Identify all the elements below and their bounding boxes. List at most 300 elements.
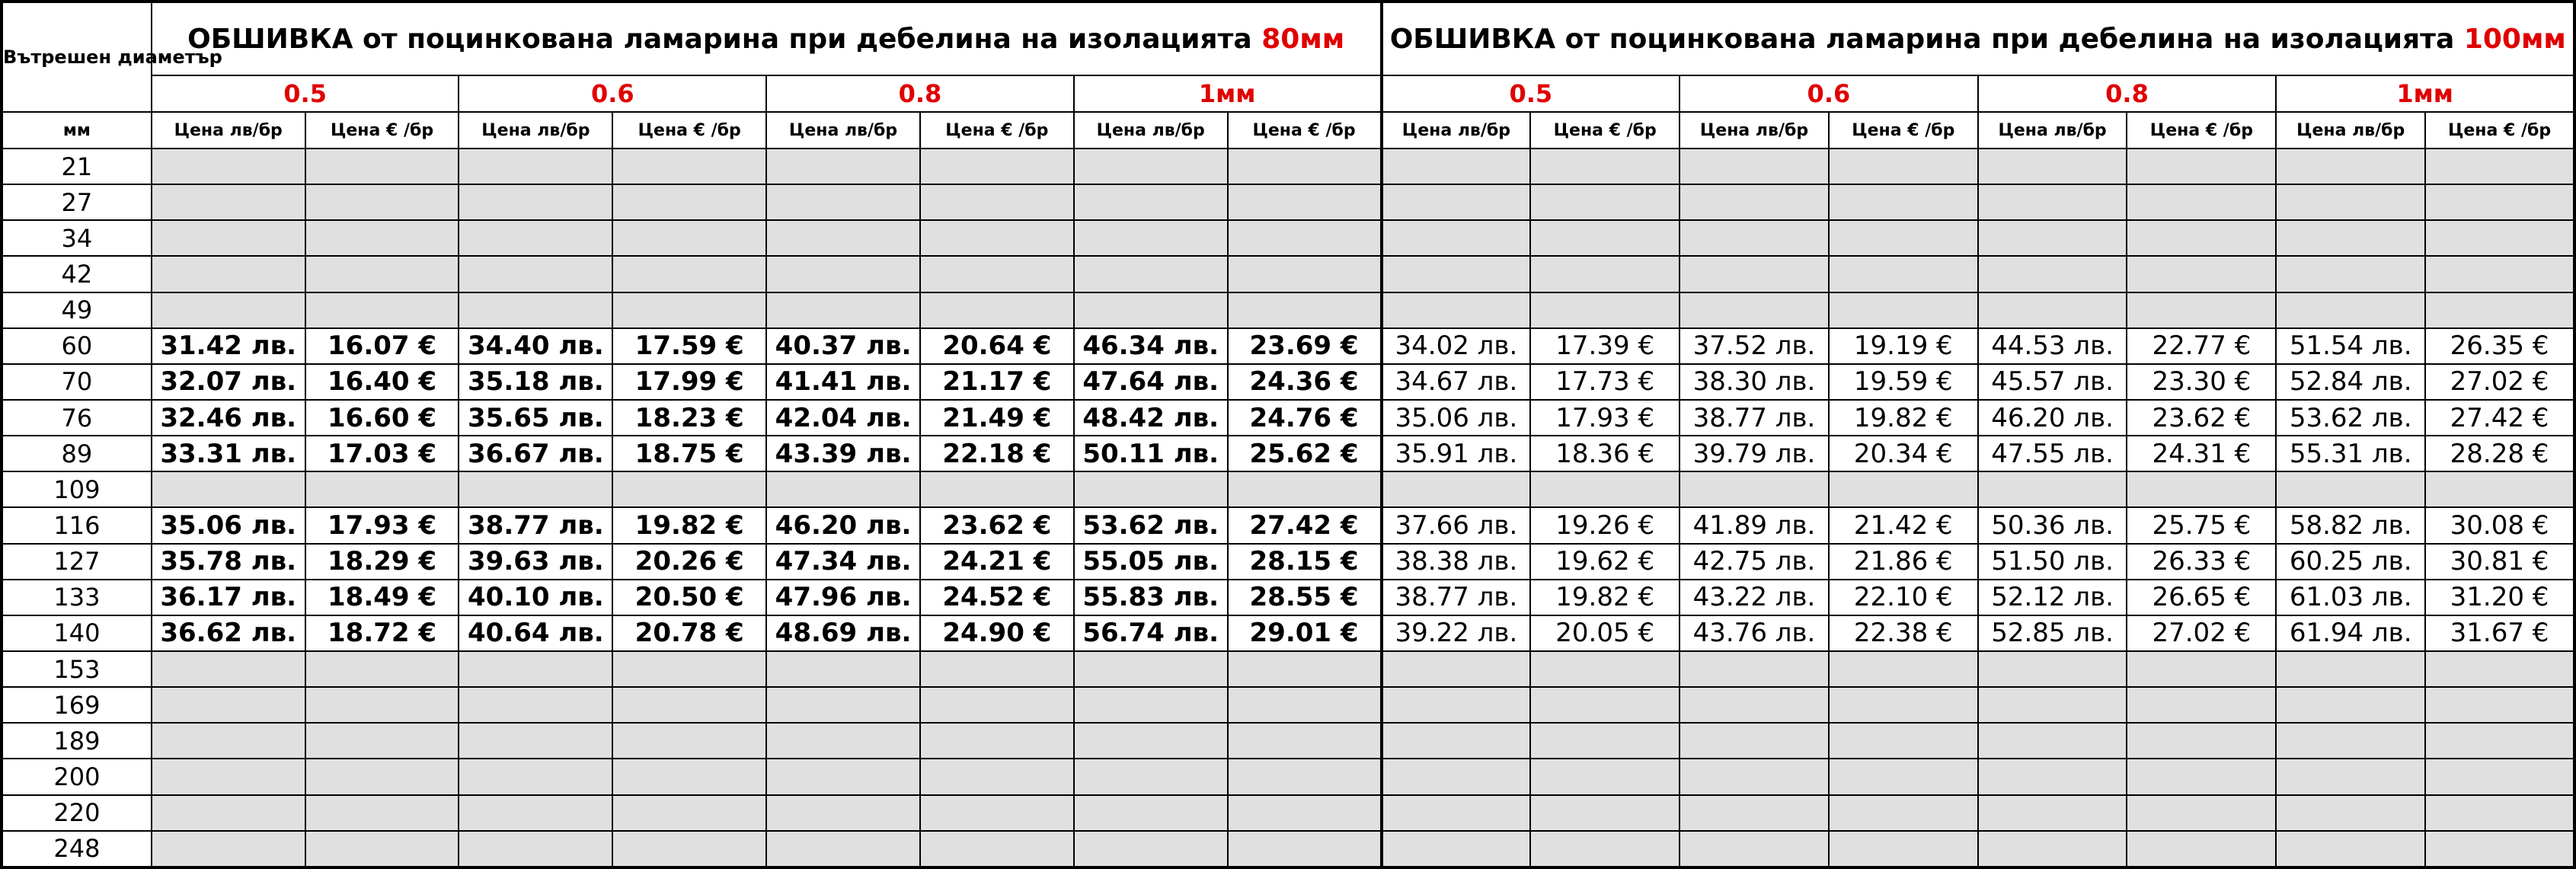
empty-cell bbox=[1382, 651, 1531, 687]
empty-cell bbox=[152, 292, 305, 328]
diameter-cell: 76 bbox=[2, 400, 152, 436]
price-unit-row bbox=[2, 112, 2574, 149]
empty-cell bbox=[766, 220, 920, 256]
empty-cell bbox=[1382, 256, 1531, 292]
empty-cell bbox=[1829, 220, 1978, 256]
empty-cell bbox=[920, 831, 1074, 867]
empty-cell bbox=[1530, 831, 1680, 867]
price-eur-cell: 17.73 € bbox=[1530, 364, 1680, 400]
empty-cell bbox=[1228, 220, 1382, 256]
empty-cell bbox=[2127, 149, 2276, 184]
empty-cell bbox=[766, 723, 920, 759]
empty-cell bbox=[305, 723, 459, 759]
empty-cell bbox=[612, 723, 766, 759]
price-eur-cell: 19.82 € bbox=[612, 507, 766, 543]
price-eur-cell: 21.49 € bbox=[920, 400, 1074, 436]
empty-cell bbox=[2276, 687, 2425, 723]
empty-cell bbox=[1829, 256, 1978, 292]
table-row bbox=[2, 400, 2574, 436]
price-bgn-cell: 35.06 лв. bbox=[152, 507, 305, 543]
empty-cell bbox=[612, 795, 766, 831]
price-bgn-header: Цена лв/бр bbox=[459, 112, 612, 149]
empty-cell bbox=[1978, 256, 2127, 292]
table-row bbox=[2, 580, 2574, 615]
empty-cell bbox=[2127, 220, 2276, 256]
empty-cell bbox=[1829, 759, 1978, 794]
diameter-cell: 189 bbox=[2, 723, 152, 759]
price-eur-cell: 18.36 € bbox=[1530, 436, 1680, 471]
empty-cell bbox=[612, 831, 766, 867]
price-eur-cell: 23.30 € bbox=[2127, 364, 2276, 400]
price-bgn-cell: 33.31 лв. bbox=[152, 436, 305, 471]
empty-cell bbox=[1382, 149, 1531, 184]
thickness-header: 0.8 bbox=[1978, 75, 2277, 112]
empty-cell bbox=[1074, 831, 1228, 867]
empty-cell bbox=[305, 831, 459, 867]
empty-cell bbox=[1228, 651, 1382, 687]
diameter-cell: 42 bbox=[2, 256, 152, 292]
empty-cell bbox=[1382, 759, 1531, 794]
empty-cell bbox=[1530, 687, 1680, 723]
empty-cell bbox=[1530, 471, 1680, 507]
empty-cell bbox=[612, 471, 766, 507]
empty-cell bbox=[1680, 723, 1829, 759]
empty-cell bbox=[2425, 687, 2574, 723]
price-bgn-header: Цена лв/бр bbox=[2276, 112, 2425, 149]
empty-cell bbox=[305, 256, 459, 292]
empty-cell bbox=[1228, 292, 1382, 328]
price-eur-cell: 28.15 € bbox=[1228, 544, 1382, 580]
table-row bbox=[2, 651, 2574, 687]
price-bgn-header: Цена лв/бр bbox=[1978, 112, 2127, 149]
empty-cell bbox=[2425, 795, 2574, 831]
empty-cell bbox=[459, 256, 612, 292]
price-eur-cell: 28.55 € bbox=[1228, 580, 1382, 615]
price-eur-cell: 18.72 € bbox=[305, 615, 459, 651]
empty-cell bbox=[1530, 220, 1680, 256]
empty-cell bbox=[612, 256, 766, 292]
price-eur-cell: 22.77 € bbox=[2127, 328, 2276, 364]
price-bgn-cell: 42.75 лв. bbox=[1680, 544, 1829, 580]
price-eur-cell: 20.78 € bbox=[612, 615, 766, 651]
price-bgn-cell: 34.40 лв. bbox=[459, 328, 612, 364]
price-eur-cell: 22.18 € bbox=[920, 436, 1074, 471]
empty-cell bbox=[2127, 831, 2276, 867]
empty-cell bbox=[1074, 651, 1228, 687]
price-eur-cell: 22.38 € bbox=[1829, 615, 1978, 651]
empty-cell bbox=[1228, 795, 1382, 831]
diameter-cell: 169 bbox=[2, 687, 152, 723]
price-eur-cell: 25.62 € bbox=[1228, 436, 1382, 471]
empty-cell bbox=[459, 220, 612, 256]
price-bgn-cell: 42.04 лв. bbox=[766, 400, 920, 436]
empty-cell bbox=[1382, 687, 1531, 723]
empty-cell bbox=[1074, 184, 1228, 220]
empty-cell bbox=[1680, 149, 1829, 184]
price-eur-cell: 20.34 € bbox=[1829, 436, 1978, 471]
price-bgn-cell: 37.66 лв. bbox=[1382, 507, 1531, 543]
price-bgn-cell: 55.83 лв. bbox=[1074, 580, 1228, 615]
price-bgn-cell: 47.55 лв. bbox=[1978, 436, 2127, 471]
price-bgn-cell: 53.62 лв. bbox=[2276, 400, 2425, 436]
empty-cell bbox=[920, 256, 1074, 292]
price-bgn-cell: 43.22 лв. bbox=[1680, 580, 1829, 615]
empty-cell bbox=[2276, 795, 2425, 831]
price-eur-cell: 21.17 € bbox=[920, 364, 1074, 400]
table-row bbox=[2, 292, 2574, 328]
empty-cell bbox=[459, 471, 612, 507]
empty-cell bbox=[1074, 220, 1228, 256]
price-bgn-cell: 40.64 лв. bbox=[459, 615, 612, 651]
price-eur-cell: 24.31 € bbox=[2127, 436, 2276, 471]
empty-cell bbox=[305, 149, 459, 184]
price-bgn-cell: 50.11 лв. bbox=[1074, 436, 1228, 471]
empty-cell bbox=[1074, 795, 1228, 831]
price-eur-cell: 20.64 € bbox=[920, 328, 1074, 364]
empty-cell bbox=[2276, 831, 2425, 867]
diameter-cell: 60 bbox=[2, 328, 152, 364]
price-bgn-cell: 55.05 лв. bbox=[1074, 544, 1228, 580]
thickness-header: 1мм bbox=[2276, 75, 2574, 112]
price-eur-cell: 26.35 € bbox=[2425, 328, 2574, 364]
price-bgn-cell: 46.20 лв. bbox=[766, 507, 920, 543]
empty-cell bbox=[2276, 220, 2425, 256]
empty-cell bbox=[2276, 149, 2425, 184]
empty-cell bbox=[1680, 256, 1829, 292]
empty-cell bbox=[1228, 471, 1382, 507]
diameter-cell: 21 bbox=[2, 149, 152, 184]
empty-cell bbox=[2276, 723, 2425, 759]
table-row bbox=[2, 831, 2574, 867]
price-eur-cell: 19.82 € bbox=[1829, 400, 1978, 436]
price-eur-cell: 20.05 € bbox=[1530, 615, 1680, 651]
group-80-title-text: ОБШИВКА от поцинкована ламарина при дебелина на изолацията bbox=[187, 23, 1262, 55]
empty-cell bbox=[920, 220, 1074, 256]
diameter-cell: 133 bbox=[2, 580, 152, 615]
empty-cell bbox=[766, 759, 920, 794]
empty-cell bbox=[766, 256, 920, 292]
price-bgn-cell: 58.82 лв. bbox=[2276, 507, 2425, 543]
empty-cell bbox=[1680, 471, 1829, 507]
price-eur-header: Цена € /бр bbox=[1228, 112, 1382, 149]
price-eur-cell: 17.93 € bbox=[1530, 400, 1680, 436]
price-bgn-cell: 61.03 лв. bbox=[2276, 580, 2425, 615]
empty-cell bbox=[1829, 831, 1978, 867]
empty-cell bbox=[1530, 292, 1680, 328]
table-row bbox=[2, 220, 2574, 256]
empty-cell bbox=[305, 651, 459, 687]
price-eur-cell: 31.20 € bbox=[2425, 580, 2574, 615]
empty-cell bbox=[920, 759, 1074, 794]
empty-cell bbox=[152, 149, 305, 184]
diameter-cell: 70 bbox=[2, 364, 152, 400]
empty-cell bbox=[1978, 759, 2127, 794]
diameter-cell: 27 bbox=[2, 184, 152, 220]
thickness-header: 0.8 bbox=[766, 75, 1074, 112]
price-eur-cell: 17.39 € bbox=[1530, 328, 1680, 364]
price-bgn-cell: 60.25 лв. bbox=[2276, 544, 2425, 580]
empty-cell bbox=[1829, 795, 1978, 831]
price-bgn-cell: 37.52 лв. bbox=[1680, 328, 1829, 364]
diameter-cell: 220 bbox=[2, 795, 152, 831]
price-eur-cell: 16.07 € bbox=[305, 328, 459, 364]
price-eur-cell: 19.82 € bbox=[1530, 580, 1680, 615]
price-eur-cell: 17.99 € bbox=[612, 364, 766, 400]
price-bgn-cell: 39.79 лв. bbox=[1680, 436, 1829, 471]
price-bgn-cell: 61.94 лв. bbox=[2276, 615, 2425, 651]
price-eur-header: Цена € /бр bbox=[1530, 112, 1680, 149]
price-bgn-cell: 35.06 лв. bbox=[1382, 400, 1531, 436]
empty-cell bbox=[459, 149, 612, 184]
table-row bbox=[2, 149, 2574, 184]
empty-cell bbox=[2425, 651, 2574, 687]
price-bgn-cell: 40.37 лв. bbox=[766, 328, 920, 364]
price-bgn-cell: 39.22 лв. bbox=[1382, 615, 1531, 651]
empty-cell bbox=[920, 723, 1074, 759]
empty-cell bbox=[612, 220, 766, 256]
empty-cell bbox=[1680, 220, 1829, 256]
table-row bbox=[2, 687, 2574, 723]
empty-cell bbox=[2425, 220, 2574, 256]
empty-cell bbox=[459, 184, 612, 220]
empty-cell bbox=[1074, 723, 1228, 759]
price-bgn-cell: 38.77 лв. bbox=[459, 507, 612, 543]
empty-cell bbox=[459, 795, 612, 831]
empty-cell bbox=[1228, 831, 1382, 867]
price-bgn-cell: 38.77 лв. bbox=[1382, 580, 1531, 615]
price-eur-cell: 21.86 € bbox=[1829, 544, 1978, 580]
empty-cell bbox=[2276, 471, 2425, 507]
empty-cell bbox=[1978, 795, 2127, 831]
empty-cell bbox=[152, 651, 305, 687]
empty-cell bbox=[766, 149, 920, 184]
price-bgn-cell: 52.12 лв. bbox=[1978, 580, 2127, 615]
empty-cell bbox=[1074, 687, 1228, 723]
empty-cell bbox=[1978, 687, 2127, 723]
diameter-cell: 153 bbox=[2, 651, 152, 687]
price-bgn-cell: 52.84 лв. bbox=[2276, 364, 2425, 400]
thickness-header: 0.5 bbox=[152, 75, 459, 112]
empty-cell bbox=[459, 651, 612, 687]
price-eur-header: Цена € /бр bbox=[1829, 112, 1978, 149]
price-bgn-cell: 47.64 лв. bbox=[1074, 364, 1228, 400]
price-bgn-cell: 48.42 лв. bbox=[1074, 400, 1228, 436]
price-bgn-cell: 35.65 лв. bbox=[459, 400, 612, 436]
empty-cell bbox=[1829, 687, 1978, 723]
empty-cell bbox=[1680, 687, 1829, 723]
price-eur-header: Цена € /бр bbox=[2127, 112, 2276, 149]
group-100-title-text: ОБШИВКА от поцинкована ламарина при дебелина на изолацията bbox=[1389, 23, 2464, 55]
price-bgn-cell: 38.77 лв. bbox=[1680, 400, 1829, 436]
empty-cell bbox=[766, 184, 920, 220]
table-row bbox=[2, 795, 2574, 831]
empty-cell bbox=[1978, 292, 2127, 328]
price-eur-cell: 19.19 € bbox=[1829, 328, 1978, 364]
price-bgn-cell: 43.76 лв. bbox=[1680, 615, 1829, 651]
empty-cell bbox=[2127, 256, 2276, 292]
price-bgn-cell: 34.67 лв. bbox=[1382, 364, 1531, 400]
price-bgn-header: Цена лв/бр bbox=[766, 112, 920, 149]
price-bgn-cell: 38.38 лв. bbox=[1382, 544, 1531, 580]
empty-cell bbox=[1530, 149, 1680, 184]
table-row bbox=[2, 759, 2574, 794]
price-bgn-cell: 35.18 лв. bbox=[459, 364, 612, 400]
price-eur-cell: 24.36 € bbox=[1228, 364, 1382, 400]
price-eur-cell: 22.10 € bbox=[1829, 580, 1978, 615]
price-eur-cell: 23.69 € bbox=[1228, 328, 1382, 364]
empty-cell bbox=[1382, 292, 1531, 328]
empty-cell bbox=[612, 759, 766, 794]
empty-cell bbox=[2425, 723, 2574, 759]
empty-cell bbox=[1530, 651, 1680, 687]
empty-cell bbox=[766, 687, 920, 723]
empty-cell bbox=[152, 687, 305, 723]
price-bgn-cell: 36.17 лв. bbox=[152, 580, 305, 615]
price-bgn-cell: 44.53 лв. bbox=[1978, 328, 2127, 364]
price-bgn-cell: 48.69 лв. bbox=[766, 615, 920, 651]
price-eur-cell: 27.42 € bbox=[1228, 507, 1382, 543]
price-eur-cell: 31.67 € bbox=[2425, 615, 2574, 651]
thickness-header: 0.6 bbox=[1680, 75, 1978, 112]
price-bgn-cell: 41.41 лв. bbox=[766, 364, 920, 400]
price-bgn-cell: 35.78 лв. bbox=[152, 544, 305, 580]
price-eur-cell: 24.90 € bbox=[920, 615, 1074, 651]
empty-cell bbox=[2276, 256, 2425, 292]
diameter-header: Вътрешен диаметър bbox=[2, 2, 152, 112]
empty-cell bbox=[766, 795, 920, 831]
price-eur-cell: 18.75 € bbox=[612, 436, 766, 471]
table-row bbox=[2, 364, 2574, 400]
table-row bbox=[2, 507, 2574, 543]
empty-cell bbox=[1074, 149, 1228, 184]
price-bgn-cell: 39.63 лв. bbox=[459, 544, 612, 580]
empty-cell bbox=[920, 184, 1074, 220]
thickness-header: 1мм bbox=[1074, 75, 1382, 112]
empty-cell bbox=[1680, 795, 1829, 831]
price-bgn-cell: 56.74 лв. bbox=[1074, 615, 1228, 651]
empty-cell bbox=[766, 831, 920, 867]
price-eur-cell: 20.50 € bbox=[612, 580, 766, 615]
empty-cell bbox=[459, 723, 612, 759]
empty-cell bbox=[612, 149, 766, 184]
empty-cell bbox=[1382, 471, 1531, 507]
price-bgn-header: Цена лв/бр bbox=[152, 112, 305, 149]
empty-cell bbox=[2127, 687, 2276, 723]
empty-cell bbox=[2127, 651, 2276, 687]
price-bgn-cell: 55.31 лв. bbox=[2276, 436, 2425, 471]
empty-cell bbox=[612, 292, 766, 328]
empty-cell bbox=[1228, 723, 1382, 759]
price-eur-header: Цена € /бр bbox=[2425, 112, 2574, 149]
group-100-title bbox=[1382, 2, 2575, 75]
empty-cell bbox=[1074, 256, 1228, 292]
price-bgn-cell: 34.02 лв. bbox=[1382, 328, 1531, 364]
price-eur-cell: 26.65 € bbox=[2127, 580, 2276, 615]
price-eur-cell: 27.02 € bbox=[2425, 364, 2574, 400]
empty-cell bbox=[1829, 723, 1978, 759]
price-bgn-cell: 46.34 лв. bbox=[1074, 328, 1228, 364]
empty-cell bbox=[1978, 149, 2127, 184]
price-eur-cell: 23.62 € bbox=[920, 507, 1074, 543]
table-row bbox=[2, 184, 2574, 220]
price-bgn-cell: 38.30 лв. bbox=[1680, 364, 1829, 400]
empty-cell bbox=[1978, 651, 2127, 687]
empty-cell bbox=[1530, 184, 1680, 220]
price-bgn-header: Цена лв/бр bbox=[1074, 112, 1228, 149]
price-eur-cell: 30.08 € bbox=[2425, 507, 2574, 543]
empty-cell bbox=[612, 687, 766, 723]
price-eur-cell: 17.59 € bbox=[612, 328, 766, 364]
table-row bbox=[2, 723, 2574, 759]
price-eur-header: Цена € /бр bbox=[612, 112, 766, 149]
unit-label: мм bbox=[2, 112, 152, 149]
diameter-cell: 127 bbox=[2, 544, 152, 580]
sheet-thickness-row bbox=[2, 75, 2574, 112]
price-eur-cell: 18.23 € bbox=[612, 400, 766, 436]
diameter-cell: 200 bbox=[2, 759, 152, 794]
price-eur-header: Цена € /бр bbox=[305, 112, 459, 149]
empty-cell bbox=[1680, 292, 1829, 328]
price-bgn-cell: 36.67 лв. bbox=[459, 436, 612, 471]
price-bgn-cell: 52.85 лв. bbox=[1978, 615, 2127, 651]
empty-cell bbox=[2425, 831, 2574, 867]
empty-cell bbox=[1978, 184, 2127, 220]
price-bgn-cell: 47.34 лв. bbox=[766, 544, 920, 580]
price-bgn-cell: 32.46 лв. bbox=[152, 400, 305, 436]
empty-cell bbox=[305, 795, 459, 831]
empty-cell bbox=[305, 184, 459, 220]
empty-cell bbox=[1829, 471, 1978, 507]
price-eur-cell: 25.75 € bbox=[2127, 507, 2276, 543]
price-bgn-cell: 43.39 лв. bbox=[766, 436, 920, 471]
empty-cell bbox=[2127, 471, 2276, 507]
group-80-title bbox=[152, 2, 1382, 75]
price-bgn-cell: 41.89 лв. bbox=[1680, 507, 1829, 543]
empty-cell bbox=[1829, 651, 1978, 687]
empty-cell bbox=[2276, 292, 2425, 328]
empty-cell bbox=[1228, 256, 1382, 292]
price-bgn-cell: 53.62 лв. bbox=[1074, 507, 1228, 543]
empty-cell bbox=[1382, 831, 1531, 867]
empty-cell bbox=[305, 471, 459, 507]
price-bgn-cell: 47.96 лв. bbox=[766, 580, 920, 615]
empty-cell bbox=[1228, 687, 1382, 723]
empty-cell bbox=[1680, 759, 1829, 794]
empty-cell bbox=[305, 292, 459, 328]
diameter-cell: 140 bbox=[2, 615, 152, 651]
empty-cell bbox=[2425, 184, 2574, 220]
diameter-cell: 49 bbox=[2, 292, 152, 328]
price-eur-cell: 26.33 € bbox=[2127, 544, 2276, 580]
price-bgn-cell: 32.07 лв. bbox=[152, 364, 305, 400]
table-row bbox=[2, 436, 2574, 471]
price-bgn-cell: 45.57 лв. bbox=[1978, 364, 2127, 400]
empty-cell bbox=[459, 292, 612, 328]
diameter-cell: 248 bbox=[2, 831, 152, 867]
price-eur-cell: 23.62 € bbox=[2127, 400, 2276, 436]
empty-cell bbox=[2276, 651, 2425, 687]
price-bgn-cell: 31.42 лв. bbox=[152, 328, 305, 364]
empty-cell bbox=[1074, 292, 1228, 328]
price-bgn-cell: 51.54 лв. bbox=[2276, 328, 2425, 364]
empty-cell bbox=[1829, 184, 1978, 220]
empty-cell bbox=[1382, 723, 1531, 759]
empty-cell bbox=[1978, 831, 2127, 867]
empty-cell bbox=[459, 687, 612, 723]
thickness-header: 0.6 bbox=[459, 75, 766, 112]
empty-cell bbox=[1074, 759, 1228, 794]
empty-cell bbox=[152, 759, 305, 794]
